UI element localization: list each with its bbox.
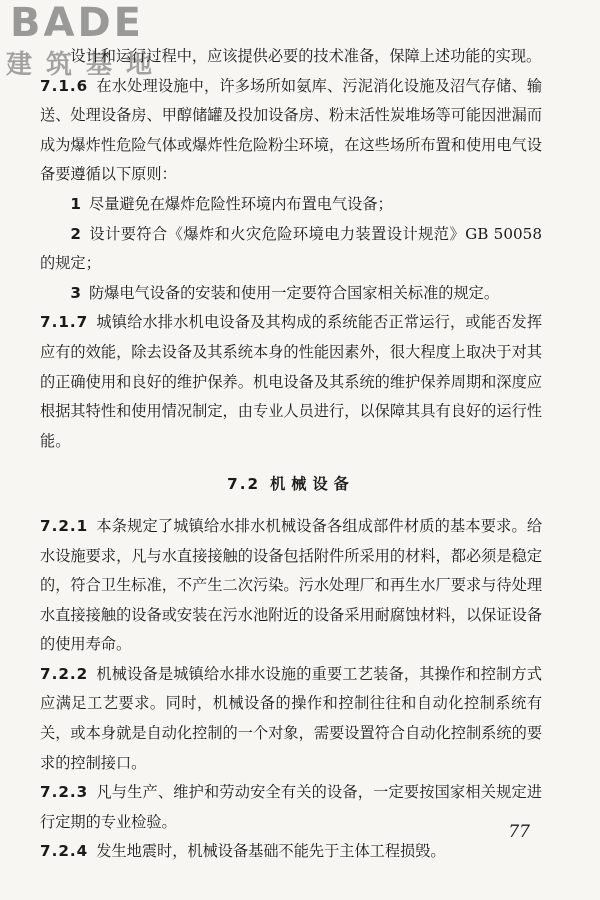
section-number: 7.2	[227, 475, 261, 494]
list-item	[40, 190, 542, 220]
clause-number: 7.1.7	[40, 313, 89, 332]
watermark-brand: BADE	[10, 0, 144, 46]
clause-7-2-4	[40, 837, 542, 867]
document-page	[40, 42, 542, 867]
clause-7-2-2	[40, 660, 542, 778]
clause-7-2-3	[40, 778, 542, 837]
section-name: 机械设备	[270, 475, 355, 494]
item-text: 尽量避免在爆炸危险性环境内布置电气设备；	[88, 194, 393, 213]
clause-7-1-7	[40, 308, 542, 456]
clause-text: 在水处理设施中，许多场所如氨库、污泥消化设施及沼气存储、输送、处理设备房、甲醇储罐及投加设备房、粉末活性炭堆场等可能因泄漏而成为爆炸性危险气体或爆炸性危险粉尘环境，在这些场所布置和使用电气设备要遵循以下原则：	[40, 76, 542, 184]
item-number: 3	[70, 283, 81, 302]
clause-number: 7.1.6	[40, 76, 89, 95]
item-number: 1	[70, 194, 81, 213]
clause-number: 7.2.4	[40, 842, 89, 861]
clause-7-2-1	[40, 512, 542, 660]
item-text: 防爆电气设备的安装和使用一定要符合国家相关标准的规定。	[88, 283, 500, 302]
clause-number: 7.2.3	[40, 783, 89, 802]
item-number: 2	[70, 224, 81, 243]
clause-text: 机械设备是城镇给水排水设施的重要工艺装备，其操作和控制方式应满足工艺要求。同时，机械设备的操作和控制往往和自动化控制系统有关，或本身就是自动化控制的一个对象，需要设置符合自动化控制系统的要求的控制接口。	[40, 664, 542, 772]
item-text: 设计要符合《爆炸和火灾危险环境电力装置设计规范》GB 50058 的规定；	[40, 224, 542, 273]
clause-text: 本条规定了城镇给水排水机械设备各组成部件材质的基本要求。给水设施要求，凡与水直接接触的设备包括附件所采用的材料，都必须是稳定的，符合卫生标准，不产生二次污染。污水处理厂和再生水厂要求与待处理水直接接触的设备或安装在污水池附近的设备采用耐腐蚀材料，以保证设备的使用寿命。	[40, 516, 542, 654]
page-number: 77	[508, 822, 530, 842]
watermark-subtitle: 建筑基地	[6, 50, 167, 80]
intro-fragment: 设计和运行过程中，应该提供必要的技术准备，保障上述功能的实现。	[70, 47, 542, 65]
clause-text: 凡与生产、维护和劳动安全有关的设备，一定要按国家相关规定进行定期的专业检验。	[40, 783, 542, 831]
list-item	[40, 279, 542, 309]
clause-text: 发生地震时，机械设备基础不能先于主体工程损毁。	[96, 842, 446, 861]
clause-number: 7.2.2	[40, 664, 89, 683]
clause-number: 7.2.1	[40, 516, 89, 535]
section-heading	[40, 470, 542, 500]
list-item	[40, 220, 542, 279]
clause-7-1-6	[40, 72, 542, 190]
clause-text: 城镇给水排水机电设备及其构成的系统能否正常运行，或能否发挥应有的效能，除去设备及其系统本身的性能因素外，很大程度上取决于对其的正确使用和良好的维护保养。机电设备及其系统的维护保养周期和深度应根据其特性和使用情况制定，由专业人员进行，以保障其具有良好的运行性能。	[40, 313, 542, 450]
